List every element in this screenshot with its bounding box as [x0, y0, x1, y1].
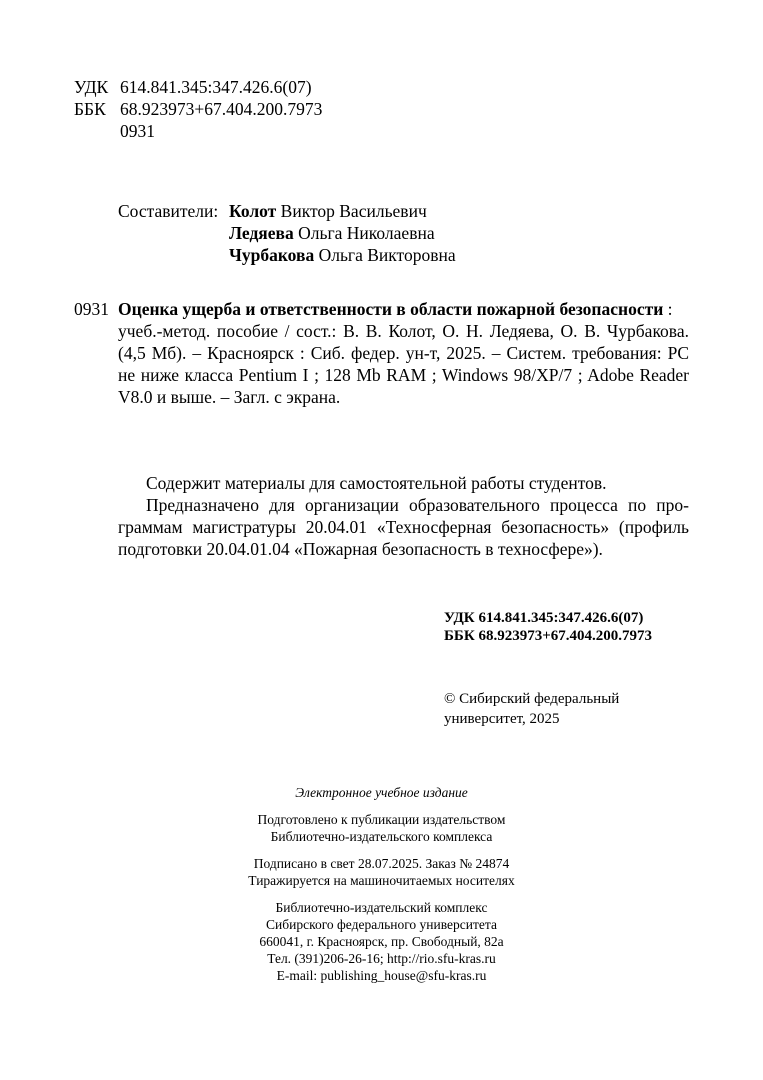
right-udk: УДК 614.841.345:347.426.6(07): [444, 610, 644, 626]
signed-line-2: Тиражируется на машиночитаемых носителях: [248, 873, 515, 888]
prepared-line-1: Подготовлено к публикации издательством: [257, 812, 506, 827]
book-title-suffix: :: [663, 299, 673, 319]
bib-line-3: не ниже класса Pentium I ; 128 Mb RAM ; Windows 98/XP/7 ; Adobe Reader: [118, 365, 689, 385]
compilers-label: Составители:: [118, 201, 219, 221]
book-title: Оценка ущерба и ответственности в области пожарной безопасности: [118, 299, 664, 319]
publisher-line-1: Библиотечно-издательский комплекс: [275, 900, 488, 915]
bbk-row: [74, 98, 322, 120]
bib-title-line: [118, 298, 689, 320]
publisher-group: [0, 899, 763, 984]
compiler-surname: Чурбакова: [229, 245, 315, 265]
udk-label: УДК: [74, 77, 109, 97]
bib-code: 0931: [74, 299, 109, 319]
right-bbk: ББК 68.923973+67.404.200.7973: [444, 628, 653, 644]
copyright-line-2: университет, 2025: [444, 711, 560, 727]
publisher-line-2: Сибирского федерального университета: [266, 917, 497, 932]
bib-line-2: (4,5 Мб). – Красноярск : Сиб. федер. ун-т, 2025. – Систем. требования: PC: [118, 343, 689, 363]
annotation-line-4: подготовки 20.04.01.04 «Пожарная безопасность в техносфере»).: [118, 539, 603, 559]
udk-value: 614.841.345:347.426.6(07): [120, 77, 312, 97]
compiler-given-name: Ольга Викторовна: [318, 245, 456, 265]
publisher-phone-url: Тел. (391)206-26-16; http://rio.sfu-kras.ru: [267, 951, 496, 966]
compiler-3: [229, 244, 456, 266]
publisher-email: E-mail: publishing_house@sfu-kras.ru: [276, 968, 487, 983]
bib-line-1: учеб.-метод. пособие / сост.: В. В. Колот, О. Н. Ледяева, О. В. Чурбакова.: [118, 321, 689, 341]
signed-group: [0, 855, 763, 889]
edition-type: Электронное учебное издание: [295, 785, 468, 800]
compiler-surname: Ледяева: [229, 223, 294, 243]
compiler-given-name: Виктор Васильевич: [280, 201, 427, 221]
bbk-label: ББК: [74, 99, 106, 119]
compiler-surname: Колот: [229, 201, 277, 221]
udk-row: [74, 76, 312, 98]
compiler-1: [229, 200, 427, 222]
prepared-group: [0, 811, 763, 845]
annotation-line-1: Содержит материалы для самостоятельной работы студентов.: [146, 473, 607, 493]
prepared-line-2: Библиотечно-издательского комплекса: [270, 829, 493, 844]
copyright-line-1: © Сибирский федеральный: [444, 691, 620, 707]
bbk-value: 68.923973+67.404.200.7973: [120, 99, 323, 119]
author-mark: 0931: [120, 121, 155, 141]
compiler-2: [229, 222, 435, 244]
bib-line-4: V8.0 и выше. – Загл. с экрана.: [118, 387, 341, 407]
publisher-address: 660041, г. Красноярск, пр. Свободный, 82а: [259, 934, 504, 949]
compiler-given-name: Ольга Николаевна: [298, 223, 435, 243]
imprint-block: [0, 784, 763, 984]
signed-line-1: Подписано в свет 28.07.2025. Заказ № 24874: [253, 856, 510, 871]
author-mark-row: [74, 120, 155, 142]
annotation-line-3: граммам магистратуры 20.04.01 «Техносферная безопасность» (профиль: [118, 517, 689, 537]
annotation-line-2: Предназначено для организации образовательного процесса по про-: [146, 495, 689, 515]
